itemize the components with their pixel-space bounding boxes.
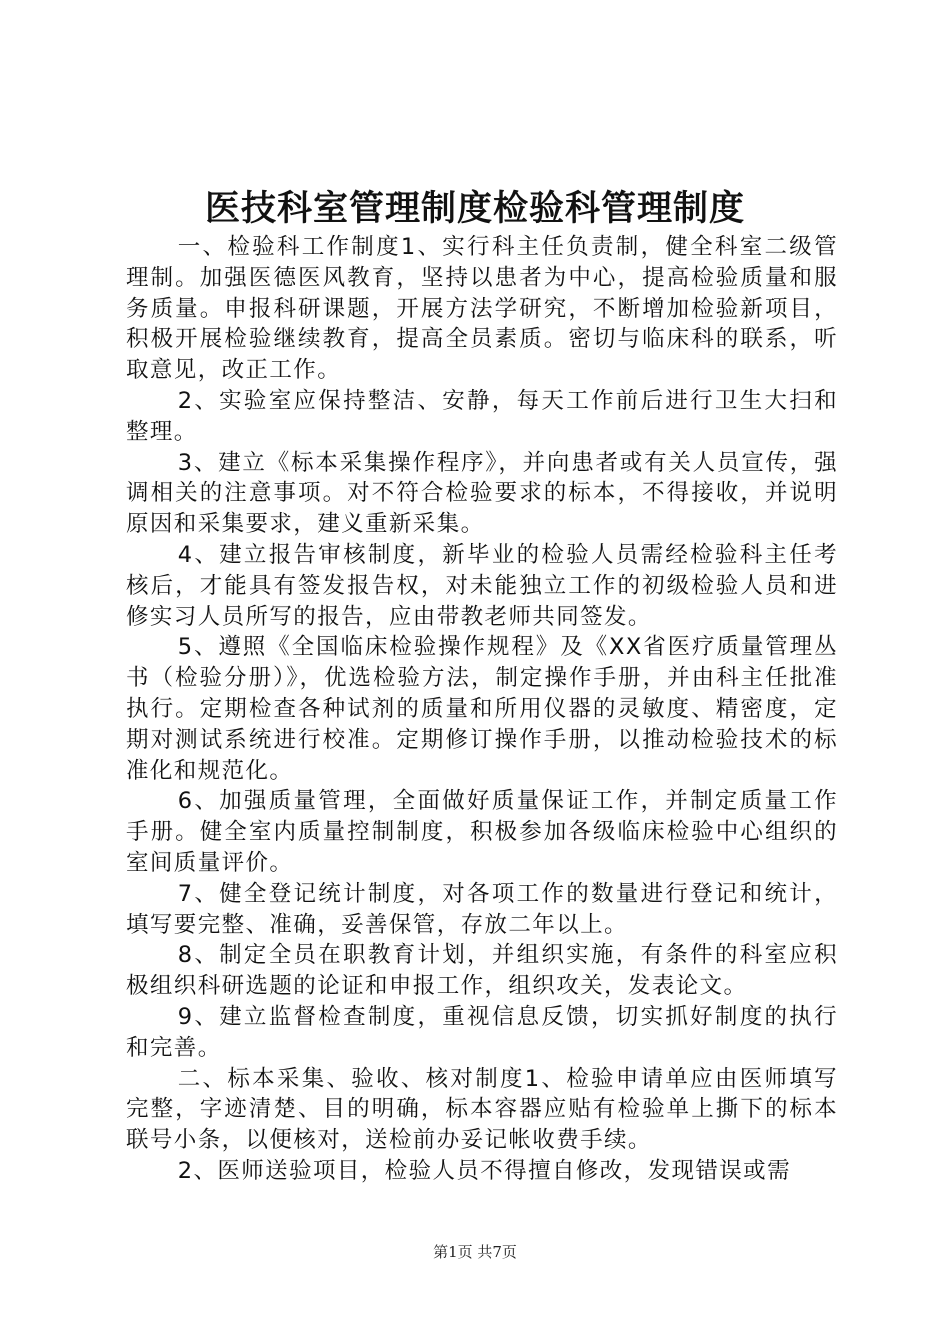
document-body [126, 232, 838, 1187]
paragraph: 二、标本采集、验收、核对制度1、检验申请单应由医师填写完整，字迹清楚、目的明确，标本容器应贴有检验单上撕下的标本联号小条，以便核对，送检前办妥记帐收费手续。 [126, 1065, 838, 1154]
paragraph: 3、建立《标本采集操作程序》，并向患者或有关人员宣传，强调相关的注意事项。对不符合检验要求的标本，不得接收，并说明原因和采集要求，建义重新采集。 [126, 449, 838, 538]
paragraph: 2、医师送验项目，检验人员不得擅自修改，发现错误或需 [177, 1157, 791, 1184]
paragraph: 9、建立监督检查制度，重视信息反馈，切实抓好制度的执行和完善。 [126, 1003, 838, 1061]
paragraph: 2、实验室应保持整洁、安静，每天工作前后进行卫生大扫和整理。 [126, 387, 838, 445]
paragraph: 8、制定全员在职教育计划，并组织实施，有条件的科室应积极组织科研选题的论证和申报工作，组织攻关，发表论文。 [126, 942, 838, 1000]
paragraph: 4、建立报告审核制度，新毕业的检验人员需经检验科主任考核后，才能具有签发报告权，对未能独立工作的初级检验人员和进修实习人员所写的报告，应由带教老师共同签发。 [126, 541, 838, 630]
paragraph: 6、加强质量管理，全面做好质量保证工作，并制定质量工作手册。健全室内质量控制制度，积极参加各级临床检验中心组织的室间质量评价。 [126, 788, 838, 876]
paragraph: 7、健全登记统计制度，对各项工作的数量进行登记和统计，填写要完整、准确，妥善保管，存放二年以上。 [126, 880, 838, 938]
page-number: 第1页 共7页 [433, 1243, 517, 1261]
document-title: 医技科室管理制度检验科管理制度 [204, 188, 745, 229]
paragraph: 5、遵照《全国临床检验操作规程》及《XX省医疗质量管理丛书（检验分册）》，优选检验方法，制定操作手册，并由科主任批准执行。定期检查各种试剂的质量和所用仪器的灵敏度、精密度，定期对测试系统进行校准。定期修订操作手册，以推动检验技术的标准化和规范化。 [126, 634, 838, 784]
paragraph: 一、检验科工作制度1、实行科主任负责制，健全科室二级管理制。加强医德医风教育，坚持以患者为中心，提高检验质量和服务质量。申报科研课题，开展方法学研究，不断增加检验新项目，积极开展检验继续教育，提高全员素质。密切与临床科的联系，听取意见，改正工作。 [126, 234, 838, 384]
